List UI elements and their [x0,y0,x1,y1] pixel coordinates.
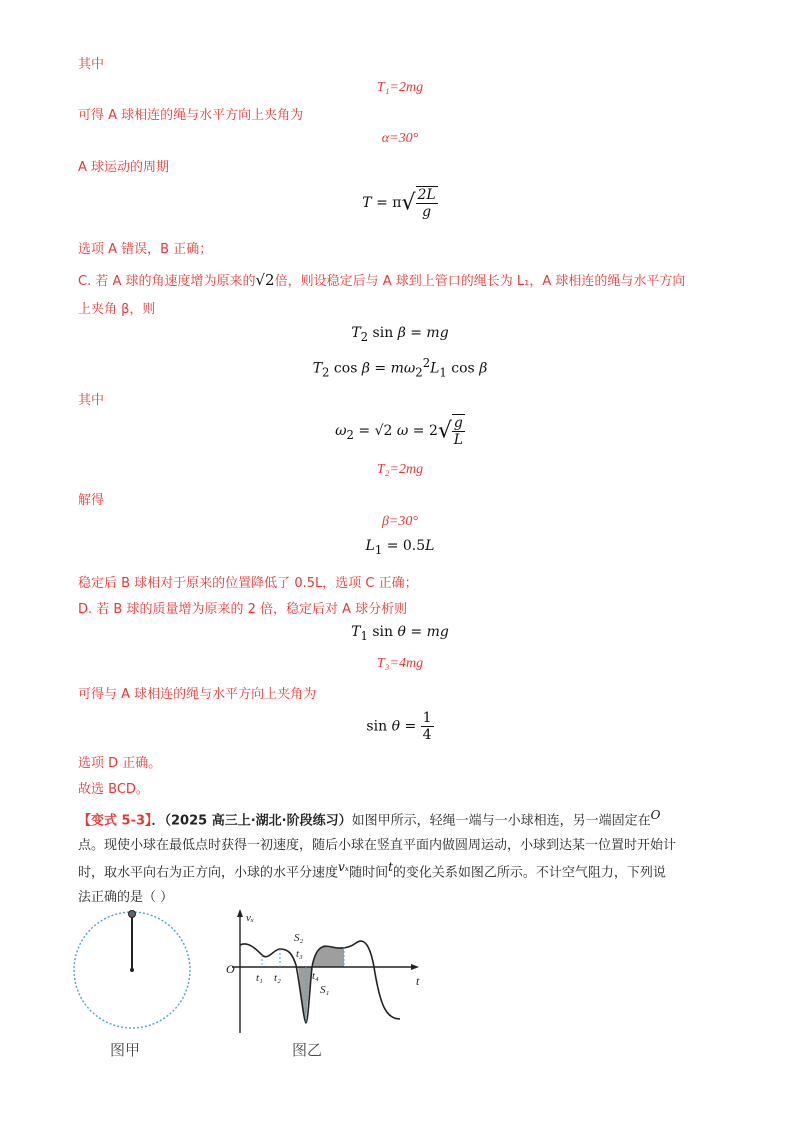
problem-line-3: 时，取水平向右为正方向，小球的水平分速度vₓ随时间t的变化关系如图乙所示。不计空气阻力，下列说 [78,860,666,881]
problem-line-1: 【变式 5-3】．（2025 高三上·湖北·阶段练习）如图甲所示，轻绳一端与一小球相连，另一端固定在O [78,808,661,829]
equation-t1: T₁=2mg [376,80,424,95]
problem-source: ．（2025 高三上·湖北·阶段练习） [151,813,352,829]
label-s1: S₁ [320,984,330,996]
equation-sin-theta: sin θ = $\frac{1}{4}$ [366,710,432,743]
ball-icon [129,911,136,918]
label-t2: t₂ [274,972,281,984]
origin-label: O [226,962,235,976]
equation-omega: $\omega_2 = √2$ ω = 2√ $\frac{g}{L}$ [335,415,464,448]
figure-yi-caption: 图乙 [292,1043,323,1059]
text-line: 可得与 A 球相连的绳与水平方向上夹角为 [78,687,317,702]
equation-l1: $L_1 = 0.5L$ [365,538,435,557]
text-line: 上夹角 β，则 [78,302,156,317]
option-d-line: D. 若 B 球的质量增为原来的 2 倍，稳定后对 A 球分析则 [78,602,408,617]
sqrt2-symbol: √2 [255,271,275,289]
label-t4: t₄ [312,970,319,982]
label-t3: t₃ [296,948,303,960]
equation-alpha: α=30° [381,131,419,146]
equation-period: T = π√ $\frac{2L}{g}$ [362,187,436,220]
pivot-point [130,968,134,972]
axis-label-x: t [416,974,420,988]
equation-beta: β=30° [381,514,419,529]
equation-c1: $T_2$ sin β = mg [351,325,449,344]
figure-jia [70,905,200,1065]
figure-jia-caption: 图甲 [110,1043,141,1059]
label-s2: S₂ [294,932,304,944]
problem-line-4: 法正确的是（ ） [78,890,174,905]
problem-tag: 【变式 5-3】 [78,813,152,829]
text-line: 稳定后 B 球相对于原来的位置降低了 0.5L，选项 C 正确； [78,576,418,591]
equation-c2: $T_2$ $\cos \beta = m\omega_2^2L_1$ cos β [312,356,488,380]
text-line: 解得 [78,493,105,508]
figure-yi [220,905,430,1065]
text-line: 故选 BCD。 [78,782,149,797]
problem-line-2: 点。现使小球在最低点时获得一初速度，随后小球在竖直平面内做圆周运动，小球到达某一位置时开始计 [78,838,677,853]
equation-d1: $T_1$ sin θ = mg [351,624,449,643]
text-line: 选项 D 正确。 [78,756,162,771]
text-line: 其中 [78,57,105,72]
axis-label-y: vₓ [246,912,255,924]
label-t1: t₁ [256,972,263,984]
text-line: 其中 [78,393,105,408]
text-line: 选项 A 错误，B 正确； [78,242,213,257]
equation-t3: T₃=4mg [376,656,424,671]
text-line: 可得 A 球相连的绳与水平方向上夹角为 [78,108,304,123]
option-c-line: C. 若 A 球的角速度增为原来的√2倍，则设稳定后与 A 球到上管口的绳长为 L₁，A 球相连的绳与水平方向 [78,271,686,289]
equation-t2: T₂=2mg [376,462,424,477]
text-line: A 球运动的周期 [78,160,170,175]
